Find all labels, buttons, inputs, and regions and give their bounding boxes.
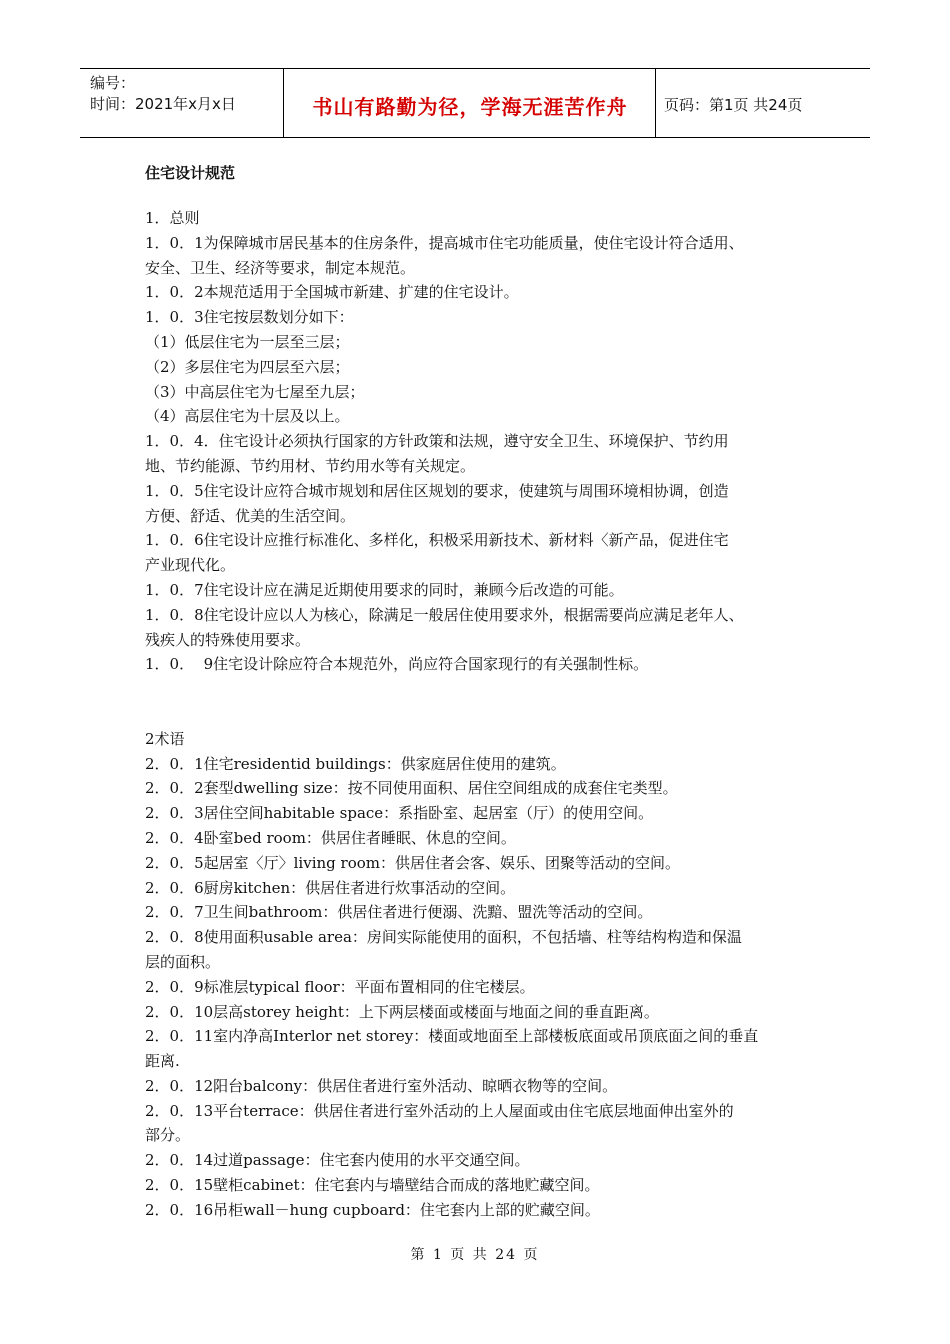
- text-line: 2．0．7卫生间bathroom：供居住者进行便溺、洗黯、盟洗等活动的空间。: [145, 903, 653, 922]
- text-line: 2．0．9标准层typical floor：平面布置相同的住宅楼层。: [145, 977, 535, 996]
- text-line: 产业现代化。: [145, 556, 236, 575]
- text-line: （1）低层住宅为一层至三层；: [145, 332, 350, 351]
- text-line: 层的面积。: [145, 952, 221, 971]
- text-line: （3）中高层住宅为七屋至九层；: [145, 382, 365, 401]
- text-line: 1．0．1为保障城市居民基本的住房条件，提高城市住宅功能质量，使住宅设计符合适用、: [145, 233, 744, 252]
- header-page-info: 页码：第1页 共24页: [664, 96, 803, 114]
- header-meta: [90, 73, 236, 115]
- text-line: 1．0．8住宅设计应以人为核心，除满足一般居住使用要求外，根据需要尚应满足老年人、: [145, 605, 744, 624]
- text-line: 1．0．7住宅设计应在满足近期使用要求的同时，兼顾今后改造的可能。: [145, 580, 624, 599]
- section-general: [145, 206, 815, 677]
- date-label: 时间：2021年x月x日: [90, 95, 236, 113]
- header-motto: 书山有路勤为径，学海无涯苦作舟: [312, 95, 628, 119]
- text-line: 2．0．6厨房kitchen：供居住者进行炊事活动的空间。: [145, 878, 516, 897]
- text-line: 1．0．6住宅设计应推行标准化、多样化，积极采用新技术、新材料〈新产品，促进住宅: [145, 531, 729, 550]
- text-line: 2．0．13平台terrace：供居住者进行室外活动的上人屋面或由住宅底层地面伸出室外的: [145, 1101, 734, 1120]
- text-line: 残疾人的特殊使用要求。: [145, 630, 311, 649]
- document-body: [145, 160, 815, 1223]
- text-line: 2．0．5起居室〈厅〉living room：供居住者会客、娱乐、团聚等活动的空间。: [145, 853, 680, 872]
- text-line: 2．0．15壁柜cabinet：住宅套内与墙壁结合而成的落地贮藏空间。: [145, 1176, 600, 1195]
- text-line: 地、节约能源、节约用材、节约用水等有关规定。: [145, 456, 476, 475]
- text-line: （2）多层住宅为四层至六层；: [145, 357, 350, 376]
- text-line: 部分。: [145, 1126, 191, 1145]
- text-line: 1．总则: [145, 209, 200, 227]
- text-line: 1．0．3住宅按层数划分如下：: [145, 308, 354, 327]
- text-line: 2．0．4卧室bed room：供居住者睡眠、休息的空间。: [145, 828, 516, 847]
- text-line: 2．0．8使用面积usable area：房间实际能使用的面积，不包括墙、柱等结构构造和保温: [145, 928, 742, 947]
- section-gap: [145, 677, 815, 727]
- text-line: （4）高层住宅为十层及以上。: [145, 407, 350, 426]
- number-label: 编号：: [90, 74, 136, 92]
- section-terms: [145, 727, 815, 1223]
- text-line: 1．0．5住宅设计应符合城市规划和居住区规划的要求，使建筑与周围环境相协调，创造: [145, 481, 729, 500]
- text-line: 2．0．3居住空间habitable space：系指卧室、起居室（厅）的使用空间。: [145, 804, 654, 823]
- text-line: 安全、卫生、经济等要求，制定本规范。: [145, 258, 416, 277]
- text-line: 2．0．12阳台balcony：供居住者进行室外活动、晾晒衣物等的空间。: [145, 1076, 618, 1095]
- text-line: 距离.: [145, 1052, 180, 1071]
- text-line: 2．0．10层高storey height：上下两层楼面或楼面与地面之间的垂直距离。: [145, 1002, 659, 1021]
- text-line: 2．0．1住宅residentid buildings：供家庭居住使用的建筑。: [145, 754, 566, 773]
- text-line: 2术语: [145, 729, 185, 748]
- page-footer: 第 1 页 共 24 页: [410, 1247, 540, 1263]
- text-line: 1．0． 9住宅设计除应符合本规范外，尚应符合国家现行的有关强制性标。: [145, 655, 649, 674]
- text-line: 2．0．14过道passage：住宅套内使用的水平交通空间。: [145, 1151, 530, 1170]
- page-header: [80, 68, 870, 138]
- text-line: 2．0．11室内净高Interlor net storey：楼面或地面至上部楼板底面或吊顶底面之间的垂直: [145, 1027, 759, 1046]
- text-line: 2．0．16吊柜wall－hung cupboard：住宅套内上部的贮藏空间。: [145, 1200, 600, 1219]
- document-title: 住宅设计规范: [145, 164, 236, 182]
- text-line: 方便、舒适、优美的生活空间。: [145, 506, 356, 525]
- text-line: 1．0．4．住宅设计必须执行国家的方针政策和法规，遵守安全卫生、环境保护、节约用: [145, 432, 729, 451]
- text-line: 2．0．2套型dwelling size：按不同使用面积、居住空间组成的成套住宅类型。: [145, 779, 678, 798]
- text-line: 1．0．2本规范适用于全国城市新建、扩建的住宅设计。: [145, 283, 519, 302]
